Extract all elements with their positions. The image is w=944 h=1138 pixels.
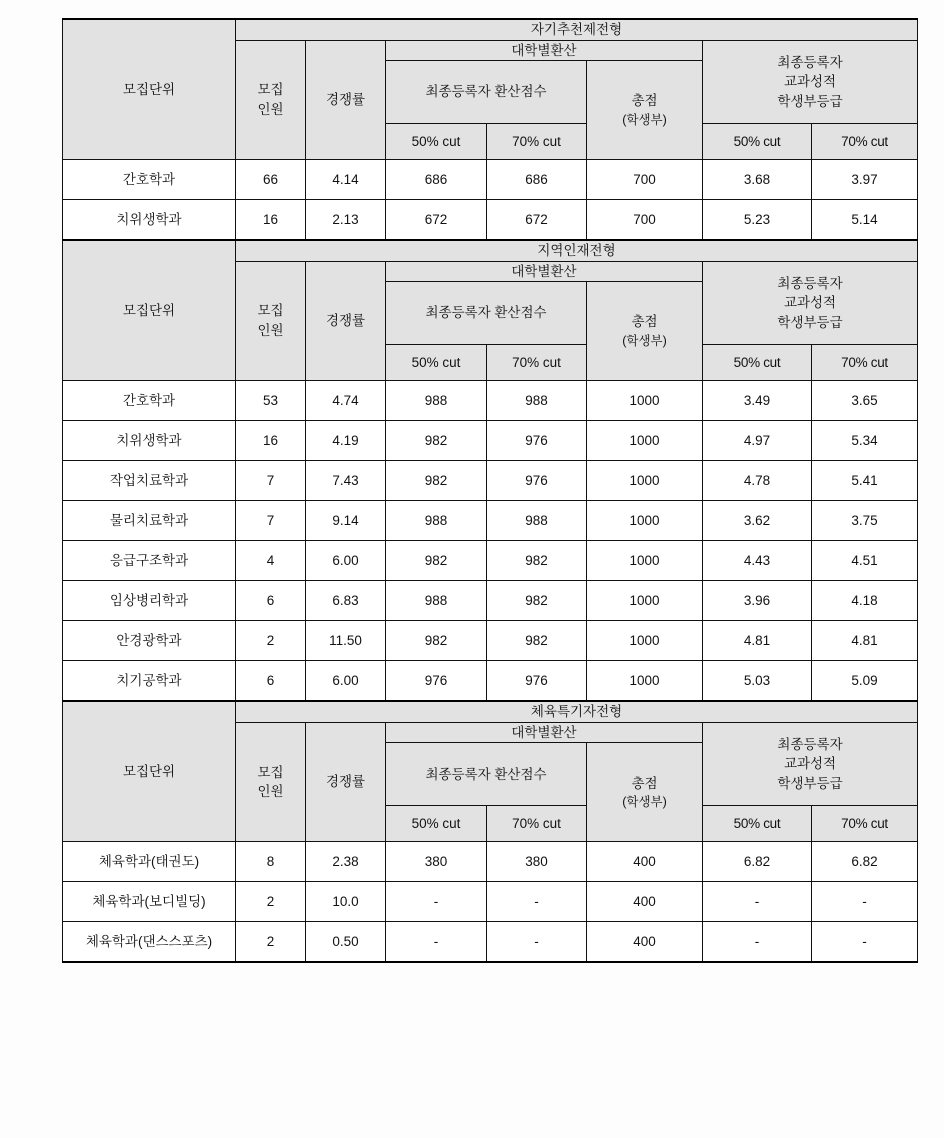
- cell-grade-70cut: -: [812, 922, 918, 963]
- section-title-row: [63, 701, 918, 722]
- header-quota-line1: 모집: [257, 303, 284, 319]
- cell-department: 간호학과: [63, 381, 236, 421]
- header-final-grade-line3: 학생부등급: [777, 775, 843, 791]
- cell-total-score: 1000: [587, 581, 703, 621]
- header-grade-cut50-regional-talent: 50% cut: [703, 345, 812, 381]
- cell-total-score: 400: [587, 882, 703, 922]
- cell-conv-50cut: 988: [386, 501, 487, 541]
- cell-department: 간호학과: [63, 160, 236, 200]
- header-conv-cut70-self-recommendation: 70% cut: [487, 124, 587, 160]
- header-conv-cut50-athletic-talent: 50% cut: [386, 806, 487, 842]
- cell-quota: 7: [236, 461, 306, 501]
- cell-total-score: 1000: [587, 421, 703, 461]
- table-row[interactable]: [63, 200, 918, 241]
- header-quota-line1: 모집: [257, 764, 284, 780]
- cell-ratio: 4.74: [306, 381, 386, 421]
- cell-grade-70cut: 3.97: [812, 160, 918, 200]
- cell-grade-70cut: 5.09: [812, 661, 918, 702]
- cell-total-score: 400: [587, 842, 703, 882]
- cell-quota: 6: [236, 661, 306, 702]
- admission-table-wrapper: [62, 18, 917, 963]
- header-quota-line2: 인원: [257, 784, 284, 800]
- cell-quota: 66: [236, 160, 306, 200]
- cell-conv-50cut: -: [386, 882, 487, 922]
- header-final-grade-line1: 최종등록자: [777, 275, 843, 291]
- table-row[interactable]: [63, 842, 918, 882]
- cell-conv-70cut: 988: [487, 381, 587, 421]
- header-total-score-regional-talent: [587, 282, 703, 381]
- cell-grade-50cut: 3.49: [703, 381, 812, 421]
- cell-grade-70cut: 3.65: [812, 381, 918, 421]
- cell-total-score: 1000: [587, 381, 703, 421]
- cell-ratio: 4.19: [306, 421, 386, 461]
- header-final-grade-line3: 학생부등급: [777, 314, 843, 330]
- cell-department: 안경광학과: [63, 621, 236, 661]
- cell-quota: 8: [236, 842, 306, 882]
- header-quota-line2: 인원: [257, 322, 284, 338]
- header-ratio-athletic-talent: 경쟁률: [306, 722, 386, 842]
- cell-quota: 4: [236, 541, 306, 581]
- cell-ratio: 2.38: [306, 842, 386, 882]
- cell-conv-70cut: -: [487, 922, 587, 963]
- header-total-line2: (학생부): [622, 112, 667, 127]
- cell-ratio: 11.50: [306, 621, 386, 661]
- header-grade-cut70-regional-talent: 70% cut: [812, 345, 918, 381]
- cell-department: 치위생학과: [63, 421, 236, 461]
- cell-grade-70cut: 6.82: [812, 842, 918, 882]
- cell-quota: 6: [236, 581, 306, 621]
- cell-conv-50cut: 988: [386, 581, 487, 621]
- header-conv-cut70-regional-talent: 70% cut: [487, 345, 587, 381]
- cell-grade-50cut: -: [703, 922, 812, 963]
- cell-conv-70cut: 686: [487, 160, 587, 200]
- cell-quota: 7: [236, 501, 306, 541]
- cell-grade-70cut: -: [812, 882, 918, 922]
- header-conv-cut70-athletic-talent: 70% cut: [487, 806, 587, 842]
- section-title-self-recommendation: 자기추천제전형: [236, 19, 918, 40]
- table-row[interactable]: [63, 661, 918, 702]
- cell-total-score: 400: [587, 922, 703, 963]
- cell-quota: 2: [236, 922, 306, 963]
- cell-grade-50cut: -: [703, 882, 812, 922]
- cell-ratio: 4.14: [306, 160, 386, 200]
- header-final-grade-regional-talent: [703, 261, 918, 345]
- header-final-conv-score-self-recommendation: 최종등록자 환산점수: [386, 61, 587, 124]
- cell-conv-70cut: 976: [487, 461, 587, 501]
- cell-grade-50cut: 3.68: [703, 160, 812, 200]
- table-row[interactable]: [63, 922, 918, 963]
- cell-quota: 2: [236, 882, 306, 922]
- table-row[interactable]: [63, 160, 918, 200]
- cell-quota: 16: [236, 200, 306, 241]
- cell-department: 응급구조학과: [63, 541, 236, 581]
- header-final-grade-line2: 교과성적: [783, 295, 837, 311]
- header-final-grade-athletic-talent: [703, 722, 918, 806]
- header-ratio-regional-talent: 경쟁률: [306, 261, 386, 381]
- cell-ratio: 10.0: [306, 882, 386, 922]
- section-title-row: [63, 240, 918, 261]
- cell-ratio: 6.00: [306, 541, 386, 581]
- cell-grade-50cut: 4.97: [703, 421, 812, 461]
- cell-grade-50cut: 4.43: [703, 541, 812, 581]
- cell-conv-50cut: 672: [386, 200, 487, 241]
- cell-grade-50cut: 4.81: [703, 621, 812, 661]
- cell-grade-50cut: 6.82: [703, 842, 812, 882]
- cell-conv-50cut: 686: [386, 160, 487, 200]
- header-final-grade-line2: 교과성적: [783, 756, 837, 772]
- cell-ratio: 9.14: [306, 501, 386, 541]
- header-final-grade-line1: 최종등록자: [777, 736, 843, 752]
- header-quota-self-recommendation: [236, 40, 306, 160]
- header-final-conv-score-regional-talent: 최종등록자 환산점수: [386, 282, 587, 345]
- admission-results-table: [62, 18, 918, 963]
- header-univ-conversion-regional-talent: 대학별환산: [386, 261, 703, 282]
- cell-conv-70cut: 672: [487, 200, 587, 241]
- header-final-grade-line3: 학생부등급: [777, 93, 843, 109]
- header-univ-conversion-self-recommendation: 대학별환산: [386, 40, 703, 61]
- header-conv-cut50-self-recommendation: 50% cut: [386, 124, 487, 160]
- header-final-grade-self-recommendation: [703, 40, 918, 124]
- header-total-line1: 총점: [631, 93, 658, 109]
- header-total-line2: (학생부): [622, 795, 667, 810]
- cell-quota: 53: [236, 381, 306, 421]
- cell-grade-50cut: 3.96: [703, 581, 812, 621]
- cell-conv-70cut: -: [487, 882, 587, 922]
- header-quota-regional-talent: [236, 261, 306, 381]
- cell-total-score: 1000: [587, 461, 703, 501]
- header-conv-cut50-regional-talent: 50% cut: [386, 345, 487, 381]
- table-row[interactable]: [63, 381, 918, 421]
- cell-conv-70cut: 380: [487, 842, 587, 882]
- cell-grade-70cut: 4.18: [812, 581, 918, 621]
- table-row[interactable]: [63, 581, 918, 621]
- header-grade-cut70-athletic-talent: 70% cut: [812, 806, 918, 842]
- cell-grade-70cut: 3.75: [812, 501, 918, 541]
- cell-grade-70cut: 5.41: [812, 461, 918, 501]
- cell-department: 치위생학과: [63, 200, 236, 241]
- cell-conv-70cut: 982: [487, 621, 587, 661]
- cell-ratio: 2.13: [306, 200, 386, 241]
- cell-department: 임상병리학과: [63, 581, 236, 621]
- section-title-athletic-talent: 체육특기자전형: [236, 701, 918, 722]
- cell-quota: 16: [236, 421, 306, 461]
- table-row[interactable]: [63, 461, 918, 501]
- cell-grade-50cut: 3.62: [703, 501, 812, 541]
- cell-total-score: 1000: [587, 501, 703, 541]
- cell-department: 체육학과(태권도): [63, 842, 236, 882]
- cell-grade-50cut: 4.78: [703, 461, 812, 501]
- cell-grade-50cut: 5.03: [703, 661, 812, 702]
- cell-conv-50cut: 988: [386, 381, 487, 421]
- cell-total-score: 700: [587, 200, 703, 241]
- cell-total-score: 1000: [587, 541, 703, 581]
- header-final-conv-score-athletic-talent: 최종등록자 환산점수: [386, 743, 587, 806]
- cell-grade-70cut: 5.34: [812, 421, 918, 461]
- section-title-row: [63, 19, 918, 40]
- header-ratio-self-recommendation: 경쟁률: [306, 40, 386, 160]
- cell-department: 치기공학과: [63, 661, 236, 702]
- cell-conv-70cut: 976: [487, 661, 587, 702]
- header-final-grade-line1: 최종등록자: [777, 54, 843, 70]
- cell-total-score: 700: [587, 160, 703, 200]
- cell-grade-70cut: 4.81: [812, 621, 918, 661]
- cell-conv-50cut: 982: [386, 461, 487, 501]
- cell-conv-70cut: 982: [487, 581, 587, 621]
- cell-ratio: 6.00: [306, 661, 386, 702]
- header-univ-conversion-athletic-talent: 대학별환산: [386, 722, 703, 743]
- cell-conv-50cut: 982: [386, 541, 487, 581]
- header-grade-cut70-self-recommendation: 70% cut: [812, 124, 918, 160]
- table-row[interactable]: [63, 501, 918, 541]
- cell-department: 작업치료학과: [63, 461, 236, 501]
- header-total-score-self-recommendation: [587, 61, 703, 160]
- header-quota-athletic-talent: [236, 722, 306, 842]
- header-unit-self-recommendation: 모집단위: [63, 19, 236, 160]
- cell-department: 체육학과(댄스스포츠): [63, 922, 236, 963]
- cell-grade-70cut: 4.51: [812, 541, 918, 581]
- table-row[interactable]: [63, 541, 918, 581]
- cell-department: 체육학과(보디빌딩): [63, 882, 236, 922]
- header-quota-line1: 모집: [257, 82, 284, 98]
- table-row[interactable]: [63, 882, 918, 922]
- header-quota-line2: 인원: [257, 101, 284, 117]
- cell-ratio: 0.50: [306, 922, 386, 963]
- header-final-grade-line2: 교과성적: [783, 74, 837, 90]
- cell-conv-70cut: 976: [487, 421, 587, 461]
- cell-conv-50cut: 976: [386, 661, 487, 702]
- cell-grade-70cut: 5.14: [812, 200, 918, 241]
- header-grade-cut50-self-recommendation: 50% cut: [703, 124, 812, 160]
- cell-conv-50cut: 380: [386, 842, 487, 882]
- header-total-line1: 총점: [631, 314, 658, 330]
- cell-ratio: 7.43: [306, 461, 386, 501]
- cell-conv-50cut: -: [386, 922, 487, 963]
- header-grade-cut50-athletic-talent: 50% cut: [703, 806, 812, 842]
- table-body: [63, 19, 918, 962]
- header-unit-athletic-talent: 모집단위: [63, 701, 236, 842]
- cell-conv-70cut: 982: [487, 541, 587, 581]
- cell-conv-70cut: 988: [487, 501, 587, 541]
- section-title-regional-talent: 지역인재전형: [236, 240, 918, 261]
- cell-quota: 2: [236, 621, 306, 661]
- table-row[interactable]: [63, 421, 918, 461]
- header-unit-regional-talent: 모집단위: [63, 240, 236, 381]
- cell-grade-50cut: 5.23: [703, 200, 812, 241]
- cell-total-score: 1000: [587, 661, 703, 702]
- header-total-line1: 총점: [631, 775, 658, 791]
- header-total-score-athletic-talent: [587, 743, 703, 842]
- cell-ratio: 6.83: [306, 581, 386, 621]
- cell-total-score: 1000: [587, 621, 703, 661]
- table-row[interactable]: [63, 621, 918, 661]
- cell-conv-50cut: 982: [386, 421, 487, 461]
- cell-department: 물리치료학과: [63, 501, 236, 541]
- header-total-line2: (학생부): [622, 333, 667, 348]
- cell-conv-50cut: 982: [386, 621, 487, 661]
